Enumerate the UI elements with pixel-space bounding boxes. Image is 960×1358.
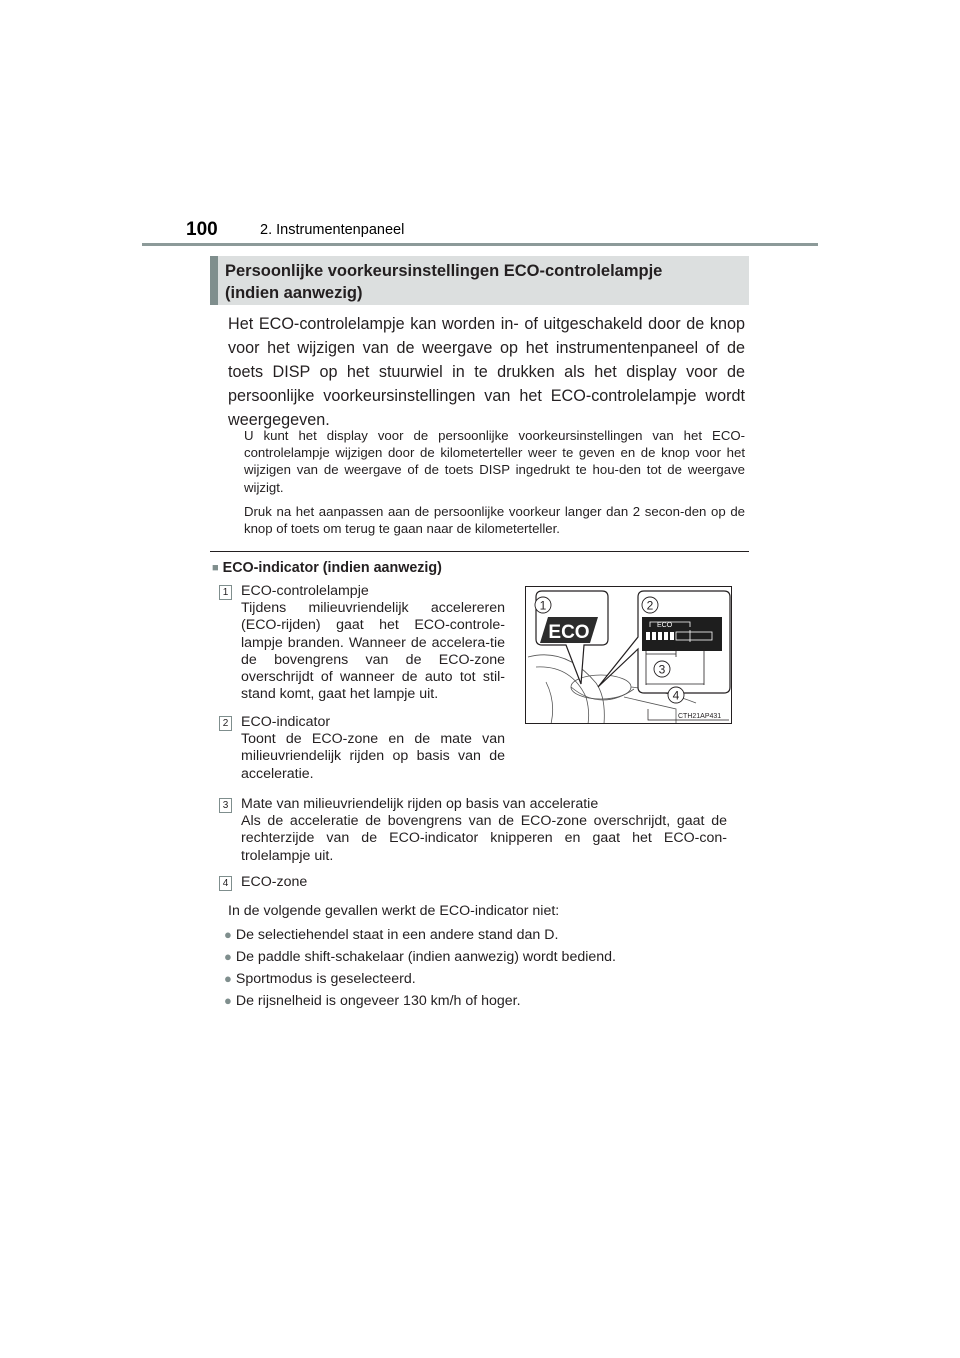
callout-4-label: 4 — [672, 688, 680, 703]
callout-number-box: 4 — [219, 876, 232, 891]
section-title-bar — [210, 256, 749, 305]
item-title: ECO-indicator — [241, 714, 331, 730]
square-bullet-icon: ■ — [212, 562, 219, 574]
item-title: Mate van milieuvriendelijk rijden op basis van acceleratie — [241, 796, 599, 812]
subsection-heading — [212, 560, 442, 576]
bullet-text: Sportmodus is geselecteerd. — [235, 971, 416, 987]
section-title: Persoonlijke voorkeursinstellingen ECO-controlelampje (indien aanwezig) — [225, 262, 663, 302]
eco-lamp-label: ECO — [548, 622, 590, 643]
item-description: Tijdens milieuvriendelijk accelereren (ECO-rijden) gaat het ECO-controle-lampje branden. Wanneer de accelera-tie de bovengrens van de ECO-zone overschrijdt of wanneer de auto tot stil-stand komt, gaat het lampje uit. — [241, 600, 505, 703]
bullet-text: De rijsnelheid is ongeveer 130 km/h of hoger. — [235, 993, 521, 1009]
list-item — [224, 926, 558, 944]
callout-number-box: 3 — [219, 798, 232, 813]
item-description: Toont de ECO-zone en de mate van milieuvriendelijk rijden op basis van de acceleratie. — [241, 731, 505, 782]
list-item — [224, 970, 416, 988]
subsection-title: ECO-indicator (indien aanwezig) — [222, 560, 442, 576]
bullet-icon: ● — [224, 927, 232, 942]
item-title: ECO-zone — [241, 874, 308, 890]
conditions-intro: In de volgende gevallen werkt de ECO-indicator niet: — [228, 903, 560, 919]
list-item — [241, 583, 505, 703]
list-item — [241, 874, 727, 891]
note-paragraph: Druk na het aanpassen aan de persoonlijke voorkeur langer dan 2 secon-den op de knop of toets om terug te gaan naar de kilometerteller. — [244, 504, 745, 537]
callout-number-box: 2 — [219, 716, 232, 731]
list-item — [241, 796, 727, 865]
header-rule — [142, 243, 818, 246]
eco-bar-label: ECO — [657, 622, 673, 629]
list-item — [224, 948, 616, 966]
intro-paragraph: Het ECO-controlelampje kan worden in- of uitgeschakeld door de knop voor het wijzigen van de weergave op het instrumentenpaneel of de toets DISP op het stuurwiel in te drukken als het display voor de persoonlijke voorkeursinstellingen van het ECO-controlelampje wordt weergegeven. — [228, 315, 745, 429]
callout-1-label: 1 — [539, 598, 547, 613]
note-paragraph: U kunt het display voor de persoonlijke voorkeursinstellingen van het ECO-controlelampje wijzigen door de kilometerteller weer te geven en de knop voor het wijzigen van de weergave of de toets DISP ingedrukt te hou-den tot de weergave wijzigt. — [244, 428, 745, 495]
callout-2-label: 2 — [646, 598, 654, 613]
running-head: 2. Instrumentenpaneel — [260, 222, 405, 238]
bullet-icon: ● — [224, 993, 232, 1008]
item-title: ECO-controlelampje — [241, 583, 369, 599]
bullet-icon: ● — [224, 971, 232, 986]
callout-number-box: 1 — [219, 585, 232, 600]
page-number: 100 — [186, 219, 218, 240]
figure-code: CTH21AP431 — [678, 713, 722, 720]
list-item — [241, 714, 505, 783]
item-description: Als de acceleratie de bovengrens van de ECO-zone overschrijdt, gaat de rechterzijde van de ECO-indicator knipperen en gaat het ECO-con-trolelampje uit. — [241, 813, 727, 864]
callout-3-label: 3 — [658, 662, 666, 677]
eco-indicator-figure — [525, 586, 732, 724]
bullet-text: De paddle shift-schakelaar (indien aanwezig) wordt bediend. — [235, 949, 616, 965]
bullet-icon: ● — [224, 949, 232, 964]
list-item — [224, 992, 521, 1010]
bullet-text: De selectiehendel staat in een andere stand dan D. — [235, 927, 559, 943]
section-divider — [210, 551, 749, 552]
dashboard-illustration — [526, 587, 732, 724]
